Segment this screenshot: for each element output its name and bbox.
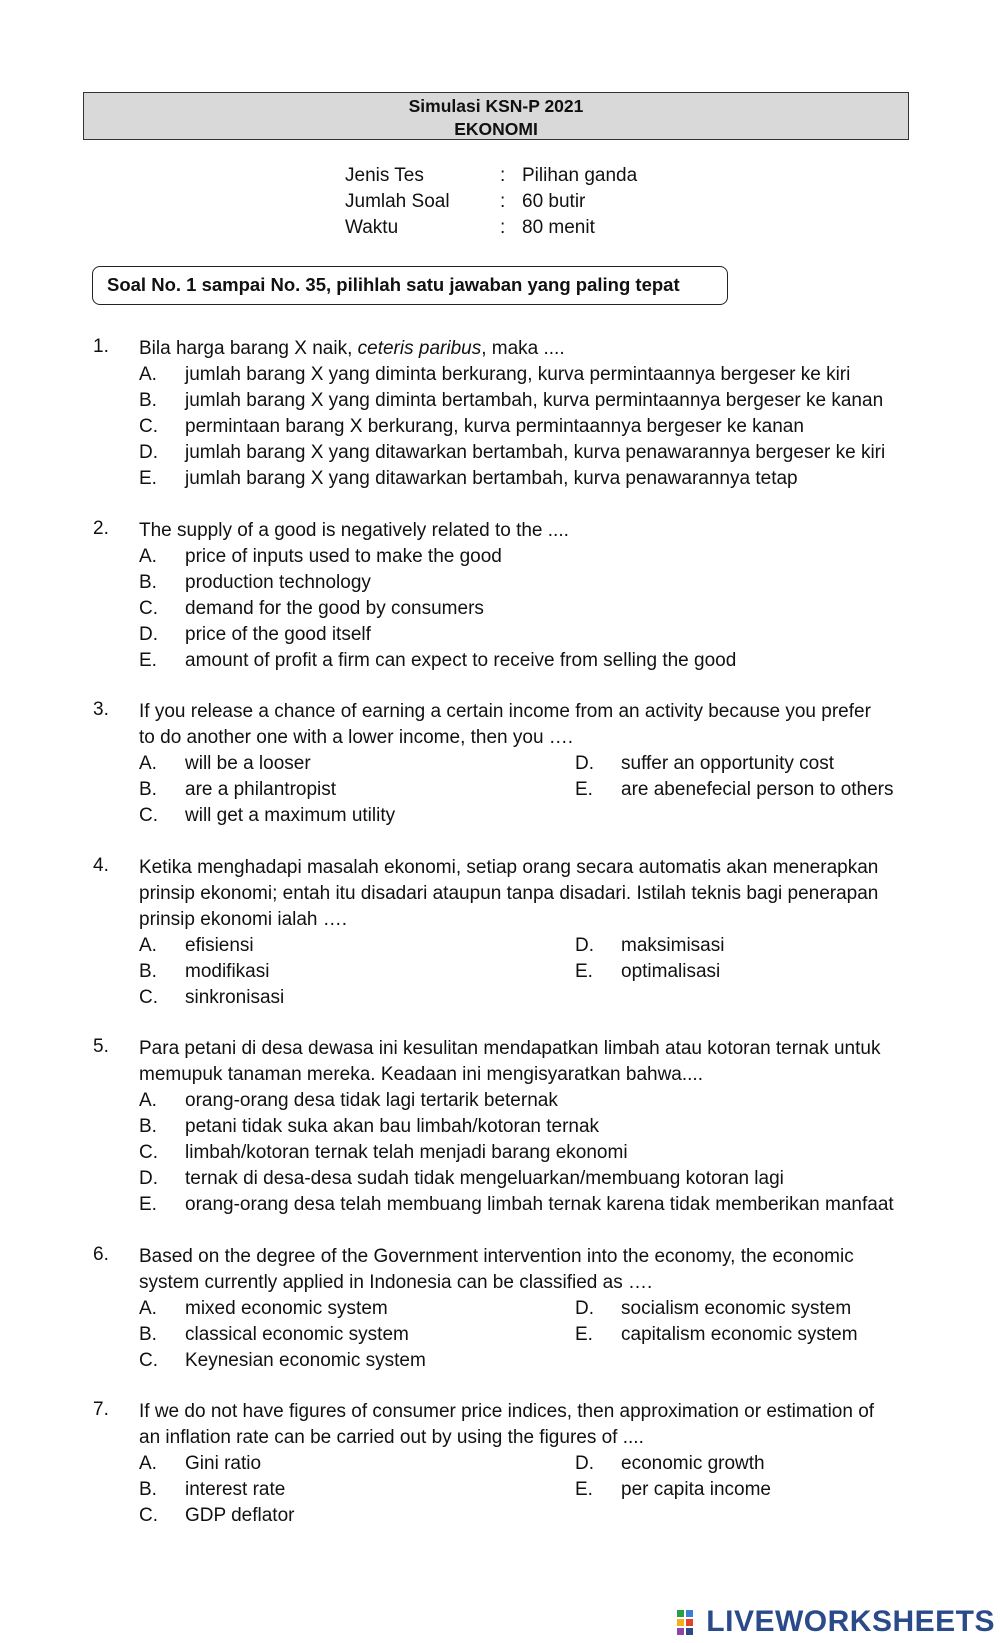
- option-b[interactable]: B. interest rate: [139, 1479, 286, 1500]
- option-b[interactable]: B. jumlah barang X yang diminta bertambah, kurva permintaannya bergeser ke kanan: [139, 390, 884, 411]
- option-b[interactable]: B. classical economic system: [139, 1323, 409, 1345]
- info-row-count: [345, 189, 637, 215]
- option-a[interactable]: A. orang-orang desa tidak lagi tertarik beternak: [139, 1090, 558, 1111]
- info-label: Jumlah Soal: [345, 191, 450, 212]
- question-number: 6.: [93, 1243, 109, 1265]
- option-a[interactable]: A. price of inputs used to make the good: [139, 545, 502, 567]
- watermark-text: LIVEWORKSHEETS: [706, 1605, 995, 1638]
- question-number: 7.: [93, 1399, 109, 1420]
- liveworksheets-logo-icon: [676, 1608, 702, 1636]
- option-b[interactable]: B. are a philantropist: [139, 779, 337, 800]
- option-c[interactable]: C. limbah/kotoran ternak telah menjadi barang ekonomi: [139, 1142, 628, 1163]
- option-d[interactable]: D. price of the good itself: [139, 623, 371, 645]
- question-number: 1.: [93, 336, 109, 357]
- question-text: Ketika menghadapi masalah ekonomi, setiap orang secara automatis akan menerapkan prinsip ekonomi; entah itu disadari ataupun tanpa disadari. Istilah teknis bagi penerapan prinsip ekonomi ialah ….: [139, 856, 879, 930]
- question-list: [93, 336, 913, 1555]
- question-5: [93, 1036, 913, 1218]
- info-row-type: [345, 163, 637, 189]
- option-b[interactable]: B. production technology: [139, 571, 371, 593]
- exam-title: Simulasi KSN-P 2021: [408, 96, 584, 116]
- liveworksheets-watermark: [676, 1605, 995, 1639]
- option-a[interactable]: A. Gini ratio: [139, 1453, 262, 1474]
- question-text: Para petani di desa dewasa ini kesulitan mendapatkan limbah atau kotoran ternak untuk memupuk tanaman mereka. Keadaan ini mengisyaratkan bahwa....: [139, 1038, 881, 1085]
- question-7: [93, 1399, 913, 1529]
- info-colon: :: [500, 165, 506, 186]
- option-b[interactable]: B. petani tidak suka akan bau limbah/kotoran ternak: [139, 1116, 600, 1137]
- subject-title: EKONOMI: [454, 119, 538, 139]
- option-c[interactable]: C. permintaan barang X berkurang, kurva permintaannya bergeser ke kanan: [139, 416, 804, 437]
- option-c[interactable]: C. Keynesian economic system: [139, 1349, 426, 1371]
- option-e[interactable]: E. jumlah barang X yang ditawarkan bertambah, kurva penawarannya tetap: [139, 468, 798, 489]
- info-label: Jenis Tes: [345, 165, 424, 186]
- option-d[interactable]: D. economic growth: [575, 1453, 765, 1474]
- option-d[interactable]: D. jumlah barang X yang ditawarkan bertambah, kurva penawarannya bergeser ke kiri: [139, 442, 886, 463]
- question-text: If we do not have figures of consumer price indices, then approximation or estimation of an inflation rate can be carried out by using the figures of ....: [139, 1401, 875, 1448]
- option-d[interactable]: D. maksimisasi: [575, 934, 725, 956]
- option-e[interactable]: E. per capita income: [575, 1479, 771, 1500]
- option-e[interactable]: E. capitalism economic system: [575, 1323, 858, 1345]
- instruction-box: Soal No. 1 sampai No. 35, pilihlah satu jawaban yang paling tepat: [92, 266, 728, 305]
- option-e[interactable]: E. optimalisasi: [575, 960, 721, 982]
- option-c[interactable]: C. demand for the good by consumers: [139, 597, 484, 619]
- option-d[interactable]: D. suffer an opportunity cost: [575, 753, 834, 774]
- info-label: Waktu: [345, 217, 399, 238]
- question-3: [93, 699, 913, 829]
- question-1: [93, 336, 913, 492]
- question-text: The supply of a good is negatively related to the ....: [139, 519, 569, 541]
- question-2: [93, 518, 913, 674]
- info-value: 60 butir: [522, 191, 586, 212]
- option-a[interactable]: A. mixed economic system: [139, 1297, 388, 1319]
- option-c[interactable]: C. sinkronisasi: [139, 986, 285, 1008]
- title-box: [83, 92, 909, 140]
- option-a[interactable]: A. will be a looser: [139, 753, 311, 774]
- question-text: If you release a chance of earning a certain income from an activity because you prefer to do another one with a lower income, then you ….: [139, 701, 871, 748]
- option-e[interactable]: E. amount of profit a firm can expect to receive from selling the good: [139, 649, 737, 671]
- question-number: 3.: [93, 699, 109, 720]
- question-number: 4.: [93, 854, 109, 876]
- info-colon: :: [500, 217, 506, 238]
- info-row-time: [345, 215, 637, 241]
- option-c[interactable]: C. will get a maximum utility: [139, 805, 396, 826]
- info-value: 80 menit: [522, 217, 595, 238]
- question-number: 2.: [93, 517, 109, 539]
- question-4: [93, 855, 913, 1011]
- question-6: [93, 1244, 913, 1374]
- option-d[interactable]: D. ternak di desa-desa sudah tidak mengeluarkan/membuang kotoran lagi: [139, 1168, 784, 1189]
- exam-info: [345, 163, 637, 241]
- option-d[interactable]: D. socialism economic system: [575, 1297, 852, 1319]
- option-a[interactable]: A. efisiensi: [139, 934, 254, 956]
- info-value: Pilihan ganda: [522, 165, 638, 186]
- option-e[interactable]: E. orang-orang desa telah membuang limbah ternak karena tidak memberikan manfaat: [139, 1194, 894, 1215]
- option-c[interactable]: C. GDP deflator: [139, 1505, 295, 1526]
- option-a[interactable]: A. jumlah barang X yang diminta berkurang, kurva permintaannya bergeser ke kiri: [139, 364, 851, 385]
- question-text: Bila harga barang X naik, ceteris paribus, maka ....: [139, 338, 565, 359]
- option-b[interactable]: B. modifikasi: [139, 960, 270, 982]
- info-colon: :: [500, 191, 506, 212]
- option-e[interactable]: E. are abenefecial person to others: [575, 779, 894, 800]
- question-text: Based on the degree of the Government intervention into the economy, the economic system currently applied in Indonesia can be classified as ….: [139, 1245, 854, 1293]
- question-number: 5.: [93, 1036, 109, 1057]
